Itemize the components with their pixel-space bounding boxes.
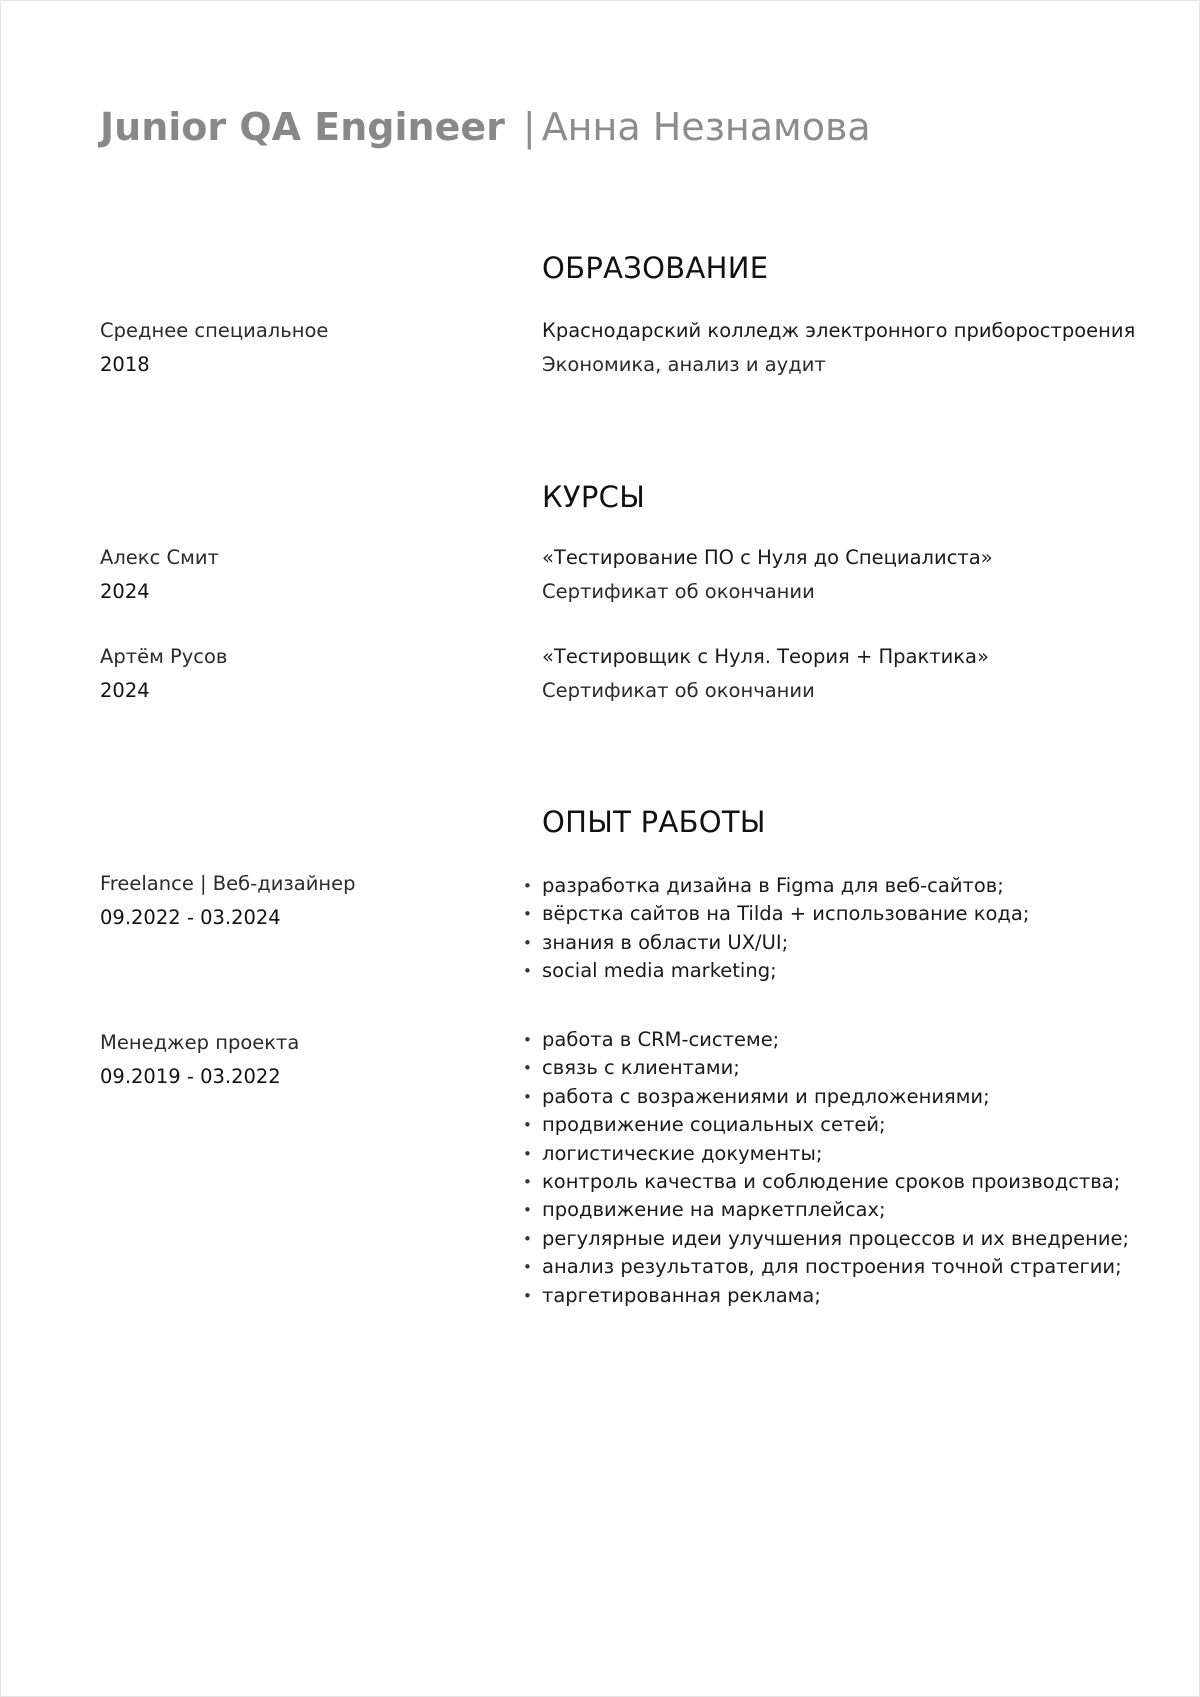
list-item: • знания в области UX/UI; [542, 929, 1029, 957]
course-result: Сертификат об окончании [542, 580, 815, 603]
list-item: • контроль качества и соблюдение сроков производства; [542, 1168, 1129, 1196]
education-institution: Краснодарский колледж электронного приборостроения [542, 319, 1136, 342]
education-heading: ОБРАЗОВАНИЕ [542, 251, 769, 285]
education-entry-details [542, 314, 1182, 382]
experience-period: 09.2019 - 03.2022 [100, 1065, 281, 1088]
experience-position: Менеджер проекта [100, 1031, 300, 1054]
experience-position: Freelance | Веб-дизайнер [100, 872, 356, 895]
list-item: • работа с возражениями и предложениями; [542, 1083, 1129, 1111]
list-item: • анализ результатов, для построения точной стратегии; [542, 1253, 1129, 1281]
experience-entry-meta [100, 867, 500, 935]
course-author: Алекс Смит [100, 546, 219, 569]
courses-heading: КУРСЫ [542, 480, 646, 514]
education-level: Среднее специальное [100, 319, 329, 342]
education-year: 2018 [100, 353, 150, 376]
experience-period: 09.2022 - 03.2024 [100, 906, 281, 929]
list-item: • регулярные идеи улучшения процессов и их внедрение; [542, 1225, 1129, 1253]
candidate-name: Анна Незнамова [541, 105, 871, 149]
course-name: «Тестировщик с Нуля. Теория + Практика» [542, 645, 989, 668]
list-item: • логистические документы; [542, 1140, 1129, 1168]
course-result: Сертификат об окончании [542, 679, 815, 702]
course-entry-meta [100, 640, 500, 708]
list-item: • связь с клиентами; [542, 1054, 1129, 1082]
list-item: • social media marketing; [542, 957, 1029, 985]
list-item: • вёрстка сайтов на Tilda + использование кода; [542, 900, 1029, 928]
experience-duties-list [542, 872, 1029, 986]
list-item: • работа в CRM-системе; [542, 1026, 1129, 1054]
job-title: Junior QA Engineer [100, 105, 505, 149]
list-item: • продвижение на маркетплейсах; [542, 1196, 1129, 1224]
header-separator: | [522, 105, 536, 149]
education-entry-meta [100, 314, 500, 382]
education-specialty: Экономика, анализ и аудит [542, 353, 826, 376]
experience-duties-list [542, 1026, 1129, 1310]
course-year: 2024 [100, 679, 150, 702]
course-entry-details [542, 541, 1182, 609]
experience-heading: ОПЫТ РАБОТЫ [542, 805, 766, 839]
course-entry-meta [100, 541, 500, 609]
course-author: Артём Русов [100, 645, 228, 668]
course-year: 2024 [100, 580, 150, 603]
resume-header [100, 101, 871, 153]
list-item: • разработка дизайна в Figma для веб-сайтов; [542, 872, 1029, 900]
list-item: • продвижение социальных сетей; [542, 1111, 1129, 1139]
experience-entry-meta [100, 1026, 500, 1094]
course-name: «Тестирование ПО с Нуля до Специалиста» [542, 546, 993, 569]
list-item: • таргетированная реклама; [542, 1282, 1129, 1310]
course-entry-details [542, 640, 1182, 708]
